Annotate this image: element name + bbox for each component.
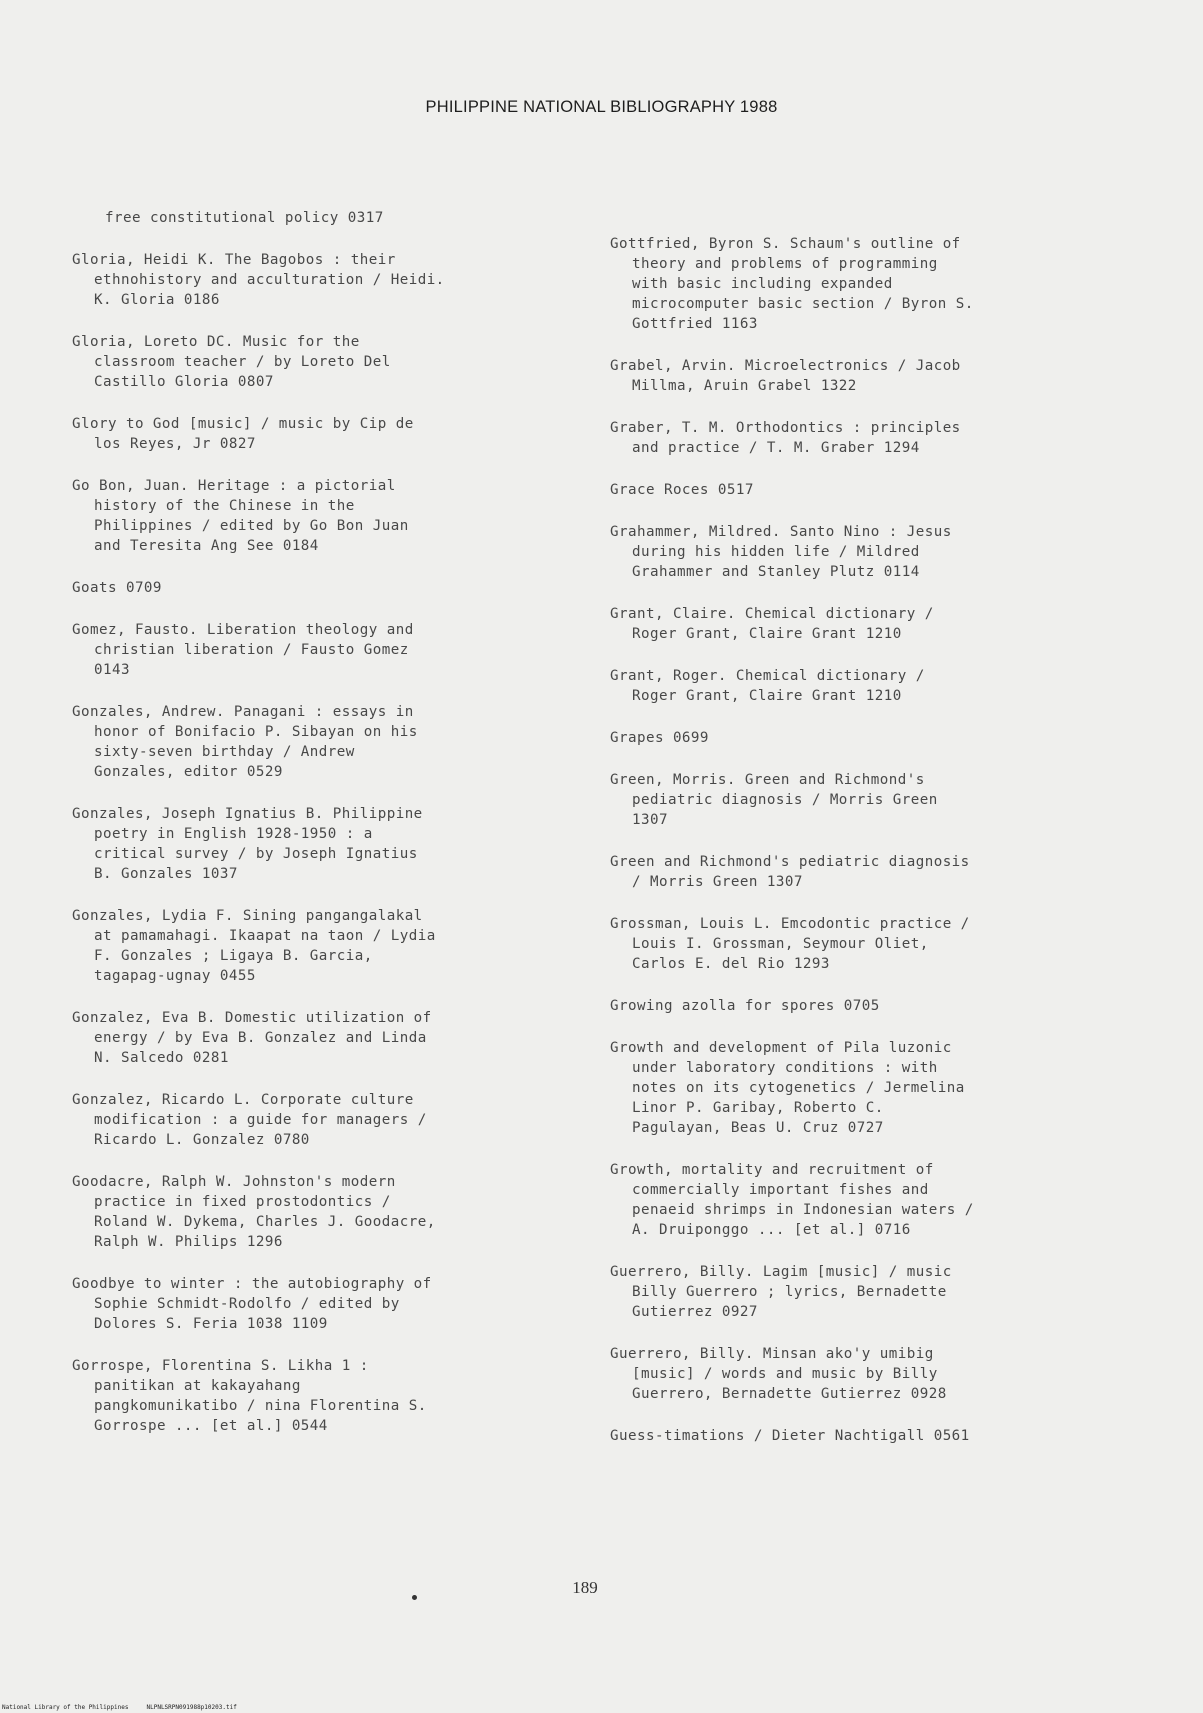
bibliography-entry: Grant, Claire. Chemical dictionary / Roger Grant, Claire Grant 1210 <box>610 606 934 642</box>
bibliography-entry: Glory to God [music] / music by Cip de los Reyes, Jr 0827 <box>72 416 414 452</box>
left-column <box>72 208 592 1458</box>
bibliography-entry: Grahammer, Mildred. Santo Nino : Jesus during his hidden life / Mildred Grahammer and Stanley Plutz 0114 <box>610 524 952 580</box>
bibliography-entry: Grossman, Louis L. Emcodontic practice / Louis I. Grossman, Seymour Oliet, Carlos E. del Rio 1293 <box>610 916 970 972</box>
scan-footer: National Library of the Philippines NLPNLSRPN091988p10203.tif <box>2 1704 237 1711</box>
bibliography-entry: Guess-timations / Dieter Nachtigall 0561 <box>610 1428 970 1444</box>
bibliography-entry: Goodacre, Ralph W. Johnston's modern practice in fixed prostodontics / Roland W. Dykema, Charles J. Goodacre, Ralph W. Philips 1296 <box>72 1174 436 1250</box>
bibliography-entry: Grabel, Arvin. Microelectronics / Jacob Millma, Aruin Grabel 1322 <box>610 358 961 394</box>
page-title: PHILIPPINE NATIONAL BIBLIOGRAPHY 1988 <box>425 98 778 116</box>
bibliography-entry: Gloria, Heidi K. The Bagobos : their ethnohistory and acculturation / Heidi. K. Gloria 0186 <box>72 252 445 308</box>
bibliography-entry: Grace Roces 0517 <box>610 482 754 498</box>
bibliography-entry: Green, Morris. Green and Richmond's pediatric diagnosis / Morris Green 1307 <box>610 772 938 828</box>
bibliography-entry: Growing azolla for spores 0705 <box>610 998 880 1014</box>
bibliography-entry: Go Bon, Juan. Heritage : a pictorial history of the Chinese in the Philippines / edited by Go Bon Juan and Teresita Ang See 0184 <box>72 478 409 554</box>
bibliography-entry: Goats 0709 <box>72 580 162 596</box>
bibliography-entry: Graber, T. M. Orthodontics : principles and practice / T. M. Graber 1294 <box>610 420 961 456</box>
bibliography-entry: Guerrero, Billy. Lagim [music] / music Billy Guerrero ; lyrics, Bernadette Gutierrez 0927 <box>610 1264 952 1320</box>
bibliography-entry: Gomez, Fausto. Liberation theology and christian liberation / Fausto Gomez 0143 <box>72 622 414 678</box>
bibliography-entry: Gonzalez, Eva B. Domestic utilization of energy / by Eva B. Gonzalez and Linda N. Salcedo 0281 <box>72 1010 432 1066</box>
bibliography-entry: Gorrospe, Florentina S. Likha 1 : panitikan at kakayahang pangkomunikatibo / nina Florentina S. Gorrospe ... [et al.] 0544 <box>72 1358 427 1434</box>
bibliography-entry: Green and Richmond's pediatric diagnosis / Morris Green 1307 <box>610 854 970 890</box>
bibliography-entry: Gonzalez, Ricardo L. Corporate culture modification : a guide for managers / Ricardo L. Gonzalez 0780 <box>72 1092 427 1148</box>
bibliography-entry: Growth and development of Pila luzonic under laboratory conditions : with notes on its cytogenetics / Jermelina Linor P. Garibay, Roberto C. Pagulayan, Beas U. Cruz 0727 <box>610 1040 965 1136</box>
bibliography-entry: Growth, mortality and recruitment of commercially important fishes and penaeid shrimps in Indonesian waters / A. Druiponggo ... [et al.] 0716 <box>610 1162 974 1238</box>
page-number: 189 <box>572 1578 598 1597</box>
bibliography-entry: Gonzales, Lydia F. Sining pangangalakal at pamamahagi. Ikaapat na taon / Lydia F. Gonzales ; Ligaya B. Garcia, tagapag-ugnay 0455 <box>72 908 436 984</box>
bibliography-entry: Gonzales, Andrew. Panagani : essays in honor of Bonifacio P. Sibayan on his sixty-seven birthday / Andrew Gonzales, editor 0529 <box>72 704 418 780</box>
bibliography-entry: Grant, Roger. Chemical dictionary / Roger Grant, Claire Grant 1210 <box>610 668 925 704</box>
bibliography-entry: Gonzales, Joseph Ignatius B. Philippine poetry in English 1928-1950 : a critical survey / by Joseph Ignatius B. Gonzales 1037 <box>72 806 423 882</box>
bibliography-entry: Goodbye to winter : the autobiography of Sophie Schmidt-Rodolfo / edited by Dolores S. Feria 1038 1109 <box>72 1276 432 1332</box>
bibliography-entry: Guerrero, Billy. Minsan ako'y umibig [music] / words and music by Billy Guerrero, Bernadette Gutierrez 0928 <box>610 1346 947 1402</box>
bibliography-entry: Gloria, Loreto DC. Music for the classroom teacher / by Loreto Del Castillo Gloria 0807 <box>72 334 391 390</box>
bibliography-entry: Grapes 0699 <box>610 730 709 746</box>
bibliography-entry: Gottfried, Byron S. Schaum's outline of theory and problems of programming with basic including expanded microcomputer basic section / Byron S. Gottfried 1163 <box>610 236 974 332</box>
bibliography-entry: free constitutional policy 0317 <box>105 210 384 226</box>
right-column <box>610 234 1130 1468</box>
